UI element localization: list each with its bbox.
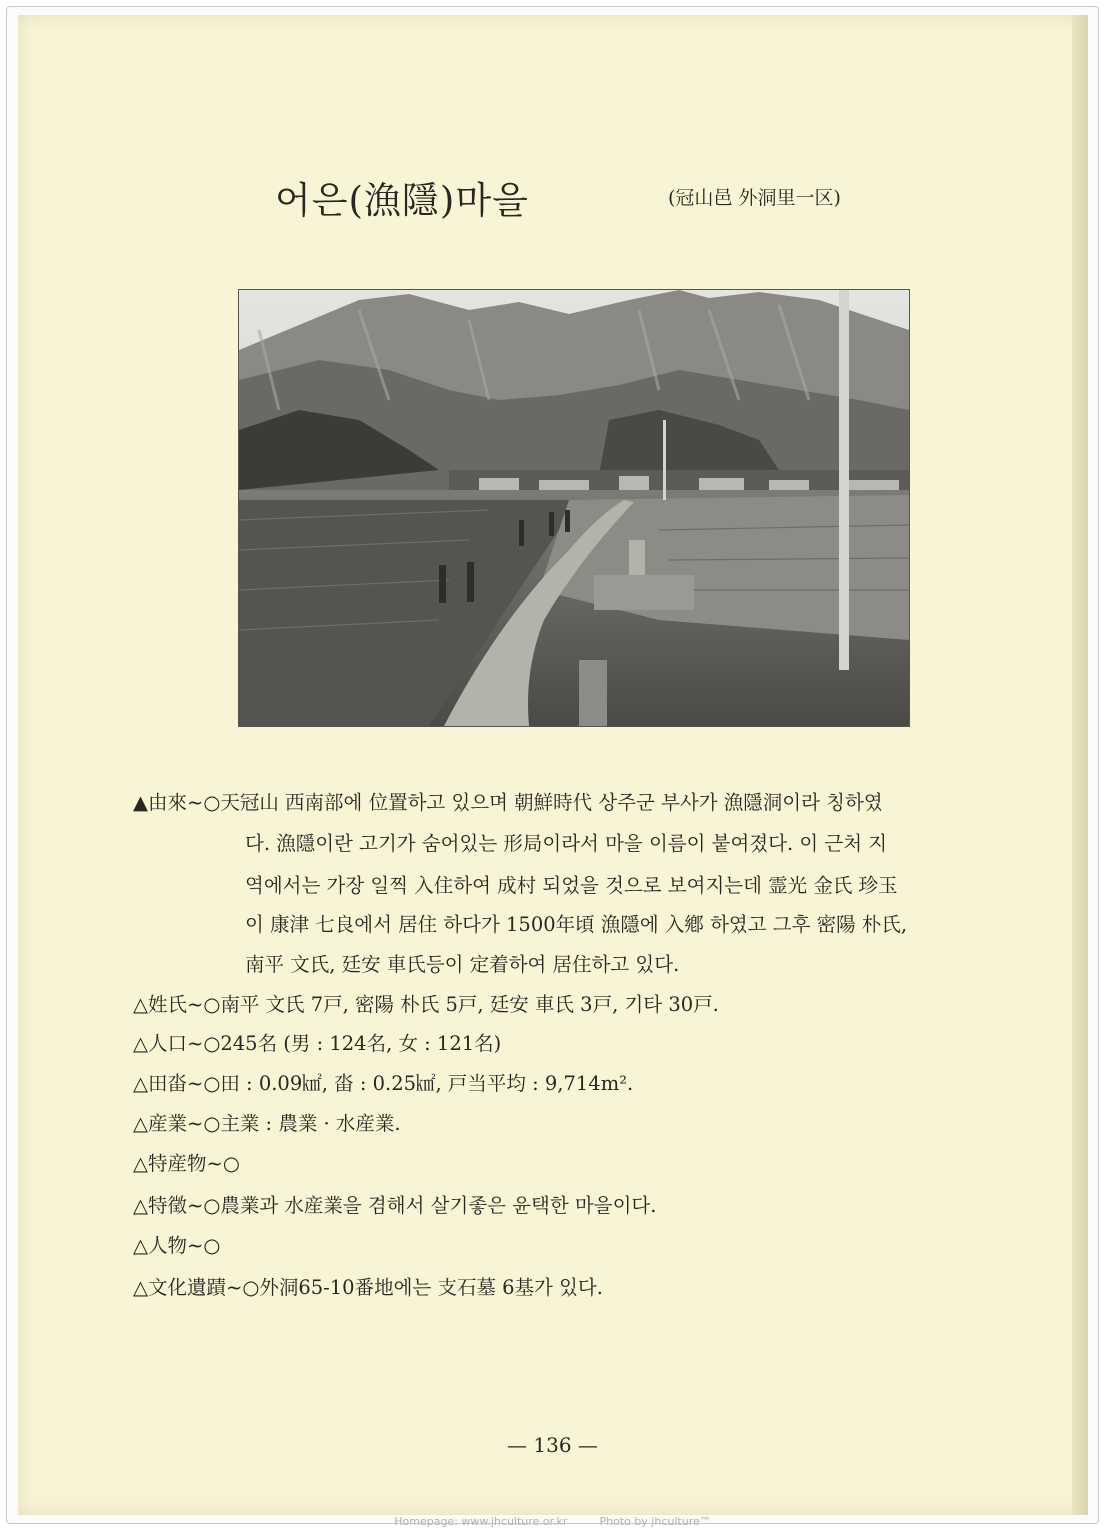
page-edge [1072, 15, 1088, 1515]
page-number: — 136 — [507, 1433, 598, 1457]
entry-specialty [133, 1151, 240, 1177]
entry-farmland [133, 1071, 633, 1097]
entry-features [133, 1193, 656, 1219]
entry-people-heading: △人物~○ [133, 1234, 221, 1257]
entry-surnames-heading: △姓氏~○ [133, 993, 221, 1016]
entry-population-text: 245名 (男 : 124名, 女 : 121名) [220, 1032, 502, 1055]
entry-surnames-text: 南平 文氏 7戸, 密陽 朴氏 5戸, 廷安 車氏 3戸, 기타 30戸. [220, 993, 719, 1016]
entry-origin-text-2: 다. 漁隱이란 고기가 숨어있는 形局이라서 마을 이름이 붙여졌다. 이 근처 지 [245, 832, 888, 855]
entry-people [133, 1233, 220, 1259]
footer [0, 1515, 1105, 1528]
page-subtitle: (冠山邑 外洞里一区) [668, 187, 841, 209]
entry-specialty-heading: △特産物~○ [133, 1152, 240, 1175]
entry-heritage [133, 1275, 603, 1301]
village-photo [238, 289, 910, 727]
entry-population [133, 1031, 501, 1057]
entry-origin [133, 790, 883, 816]
entry-origin-text-1: 天冠山 西南部에 位置하고 있으며 朝鮮時代 상주군 부사가 漁隱洞이라 칭하였 [220, 791, 883, 814]
entry-heritage-text: 外洞65-10番地에는 支石墓 6基가 있다. [259, 1276, 603, 1299]
entry-features-heading: △特徵~○ [133, 1194, 221, 1217]
footer-photo-credit: Photo by jhculture™ [599, 1515, 711, 1528]
entry-farmland-heading: △田畓~○ [133, 1072, 221, 1095]
entry-industry [133, 1111, 401, 1137]
entry-surnames [133, 992, 719, 1018]
entry-farmland-text: 田 : 0.09㎢, 畓 : 0.25㎢, 戸当平均 : 9,714m². [220, 1072, 634, 1095]
entry-origin-heading: ▲由來~○ [133, 791, 221, 814]
entry-industry-heading: △産業~○ [133, 1112, 221, 1135]
entry-origin-text-4: 이 康津 七良에서 居住 하다가 1500年頃 漁隱에 入鄕 하였고 그후 密陽 朴氏, [245, 913, 908, 936]
village-photo-image [239, 290, 909, 726]
entry-origin-text-5: 南平 文氏, 廷安 車氏등이 定着하여 居住하고 있다. [245, 953, 680, 976]
entry-heritage-heading: △文化遺蹟~○ [133, 1276, 260, 1299]
entry-industry-text: 主業 : 農業 · 水産業. [220, 1112, 401, 1135]
entry-population-heading: △人口~○ [133, 1032, 221, 1055]
page-title: 어은(漁隱)마을 [275, 179, 529, 222]
footer-homepage-link[interactable]: Homepage: www.jhculture.or.kr [394, 1515, 568, 1528]
entry-features-text: 農業과 水産業을 겸해서 살기좋은 윤택한 마을이다. [220, 1194, 657, 1217]
entry-origin-text-3: 역에서는 가장 일찍 入住하여 成村 되었을 것으로 보여지는데 霊光 金氏 珍玉 [245, 874, 898, 897]
